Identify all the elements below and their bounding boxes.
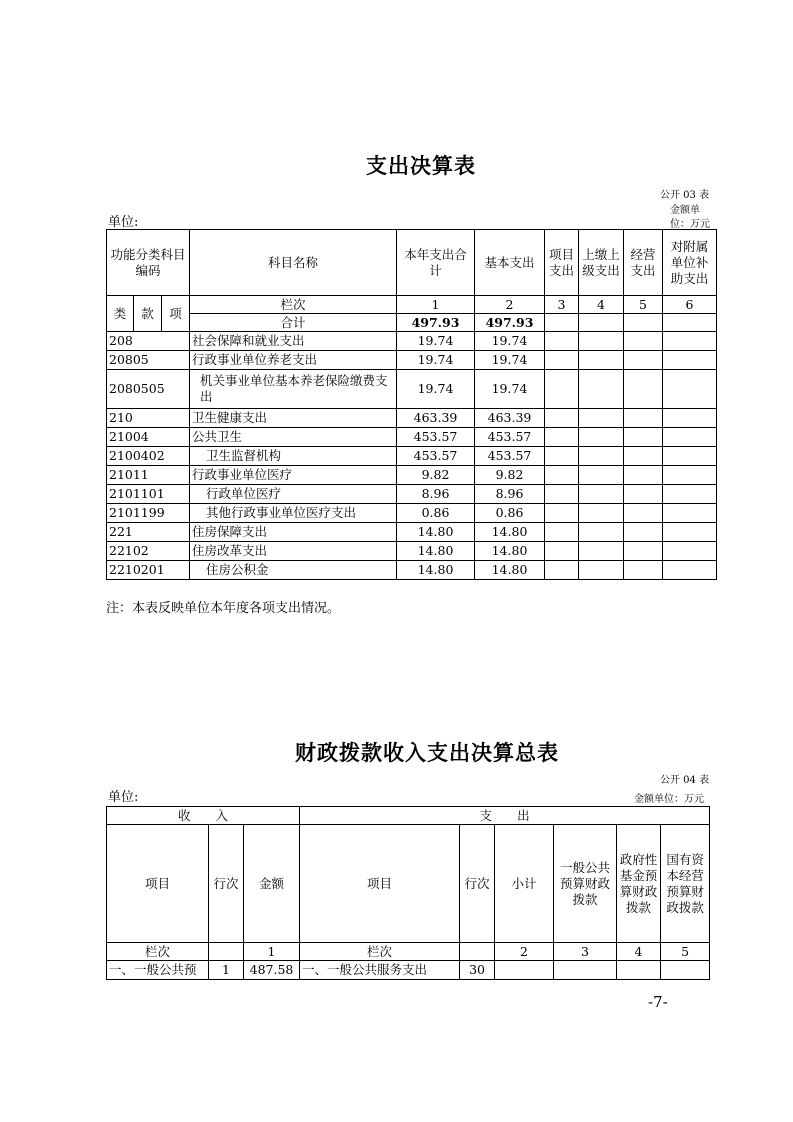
table-row [107,485,717,504]
table-row [107,466,717,485]
row-name: 卫生健康支出 [190,409,397,428]
header-line: 行次 [460,825,495,943]
header-kuan: 款 [134,296,162,332]
row-name: 行政事业单位养老支出 [190,351,397,370]
header-item: 项目 [107,825,209,943]
row-total: 14.80 [397,523,475,542]
table-row [107,961,710,980]
table2-group-header [107,807,710,825]
table2-amount-unit: 金额单位：万元 [634,794,704,805]
row-total: 0.86 [397,504,475,523]
row-name: 其他行政事业单位医疗支出 [190,504,397,523]
row-basic: 14.80 [475,561,545,580]
row-basic: 8.96 [475,485,545,504]
header-xiang: 项 [162,296,190,332]
row-code: 208 [107,332,190,351]
col-number: 2 [475,296,545,314]
row-name: 公共卫生 [190,428,397,447]
header-state-capital: 国有资本经营预算财政拨款 [661,825,710,943]
table1-header-row [107,230,717,296]
header-upper: 上缴上级支出 [579,230,624,296]
row-basic: 14.80 [475,523,545,542]
table-row [107,428,717,447]
col-number: 1 [244,943,300,961]
row-code: 2101199 [107,504,190,523]
col-number: 2 [495,943,554,961]
sum-label: 合计 [190,314,397,332]
header-subtotal: 小计 [495,825,554,943]
col-number: 4 [617,943,661,961]
header-line: 行次 [209,825,244,943]
row-code: 20805 [107,351,190,370]
header-item: 项目 [300,825,460,943]
row-name: 卫生监督机构 [190,447,397,466]
row-code: 210 [107,409,190,428]
income-item: 一、一般公共预 [107,961,209,980]
row-total: 463.39 [397,409,475,428]
row-total: 453.57 [397,428,475,447]
row-code: 2100402 [107,447,190,466]
row-basic: 0.86 [475,504,545,523]
row-basic: 463.39 [475,409,545,428]
row-basic: 453.57 [475,447,545,466]
table1-amount-unit-1: 金额单 [670,205,700,216]
table-row [107,351,717,370]
row-code: 2080505 [107,370,190,409]
header-basic: 基本支出 [475,230,545,296]
row-basic: 453.57 [475,428,545,447]
table-row [107,332,717,351]
row-code: 21004 [107,428,190,447]
table-row [107,523,717,542]
row-name: 住房保障支出 [190,523,397,542]
row-name: 住房公积金 [190,561,397,580]
header-income: 收 入 [107,807,300,825]
fiscal-summary-table [106,806,710,980]
header-total: 本年支出合计 [397,230,475,296]
row-total: 453.57 [397,447,475,466]
header-subject-name: 科目名称 [190,230,397,296]
row-basic: 19.74 [475,351,545,370]
table1-amount-unit-2: 位：万元 [670,219,710,230]
row-total: 19.74 [397,351,475,370]
row-total: 19.74 [397,370,475,409]
header-project: 项目支出 [545,230,579,296]
expenditure-table [106,229,717,580]
row-name: 行政单位医疗 [190,485,397,504]
table1-unit-label: 单位: [108,215,139,230]
table1-form-no: 公开 03 表 [660,190,710,201]
table-row [107,409,717,428]
col-number: 3 [554,943,617,961]
table2-header-row [107,825,710,943]
header-expense: 支 出 [300,807,710,825]
header-general-budget: 一般公共预算财政拨款 [554,825,617,943]
row-basic: 19.74 [475,370,545,409]
row-code: 21011 [107,466,190,485]
header-lanci: 栏次 [300,943,460,961]
header-business: 经营支出 [624,230,663,296]
table-row [107,504,717,523]
table-row [107,447,717,466]
col-number: 4 [579,296,624,314]
row-total: 14.80 [397,561,475,580]
table2-title: 财政拨款收入支出决算总表 [295,741,559,765]
col-number: 5 [661,943,710,961]
row-total: 9.82 [397,466,475,485]
col-number: 1 [397,296,475,314]
table1-lanci-row [107,296,717,314]
header-lei: 类 [107,296,134,332]
income-amount: 487.58 [244,961,300,980]
row-total: 19.74 [397,332,475,351]
row-basic: 9.82 [475,466,545,485]
row-code: 22102 [107,542,190,561]
income-line: 1 [209,961,244,980]
row-code: 2210201 [107,561,190,580]
row-total: 14.80 [397,542,475,561]
page-number: -7- [648,993,668,1011]
table-row [107,370,717,409]
header-func-code: 功能分类科目编码 [107,230,190,296]
header-lanci: 栏次 [107,943,209,961]
row-basic: 14.80 [475,542,545,561]
table-row [107,561,717,580]
col-number: 6 [663,296,717,314]
col-number: 5 [624,296,663,314]
header-gov-fund: 政府性基金预算财政拨款 [617,825,661,943]
table1-title: 支出决算表 [366,154,476,178]
row-code: 2101101 [107,485,190,504]
sum-total: 497.93 [397,314,475,332]
table1-note: 注：本表反映单位本年度各项支出情况。 [106,601,341,616]
row-name: 住房改革支出 [190,542,397,561]
row-total: 8.96 [397,485,475,504]
expense-line: 30 [460,961,495,980]
row-code: 221 [107,523,190,542]
table-row [107,542,717,561]
table2-form-no: 公开 04 表 [660,775,710,786]
col-number: 3 [545,296,579,314]
table2-lanci-row [107,943,710,961]
table2-unit-label: 单位: [108,790,139,805]
sum-basic: 497.93 [475,314,545,332]
header-affiliated: 对附属单位补助支出 [663,230,717,296]
table1-sum-row [107,314,717,332]
expense-item: 一、一般公共服务支出 [300,961,460,980]
row-name: 社会保障和就业支出 [190,332,397,351]
row-name: 机关事业单位基本养老保险缴费支出 [190,370,397,409]
row-basic: 19.74 [475,332,545,351]
header-lanci: 栏次 [190,296,397,314]
row-name: 行政事业单位医疗 [190,466,397,485]
header-amount: 金额 [244,825,300,943]
